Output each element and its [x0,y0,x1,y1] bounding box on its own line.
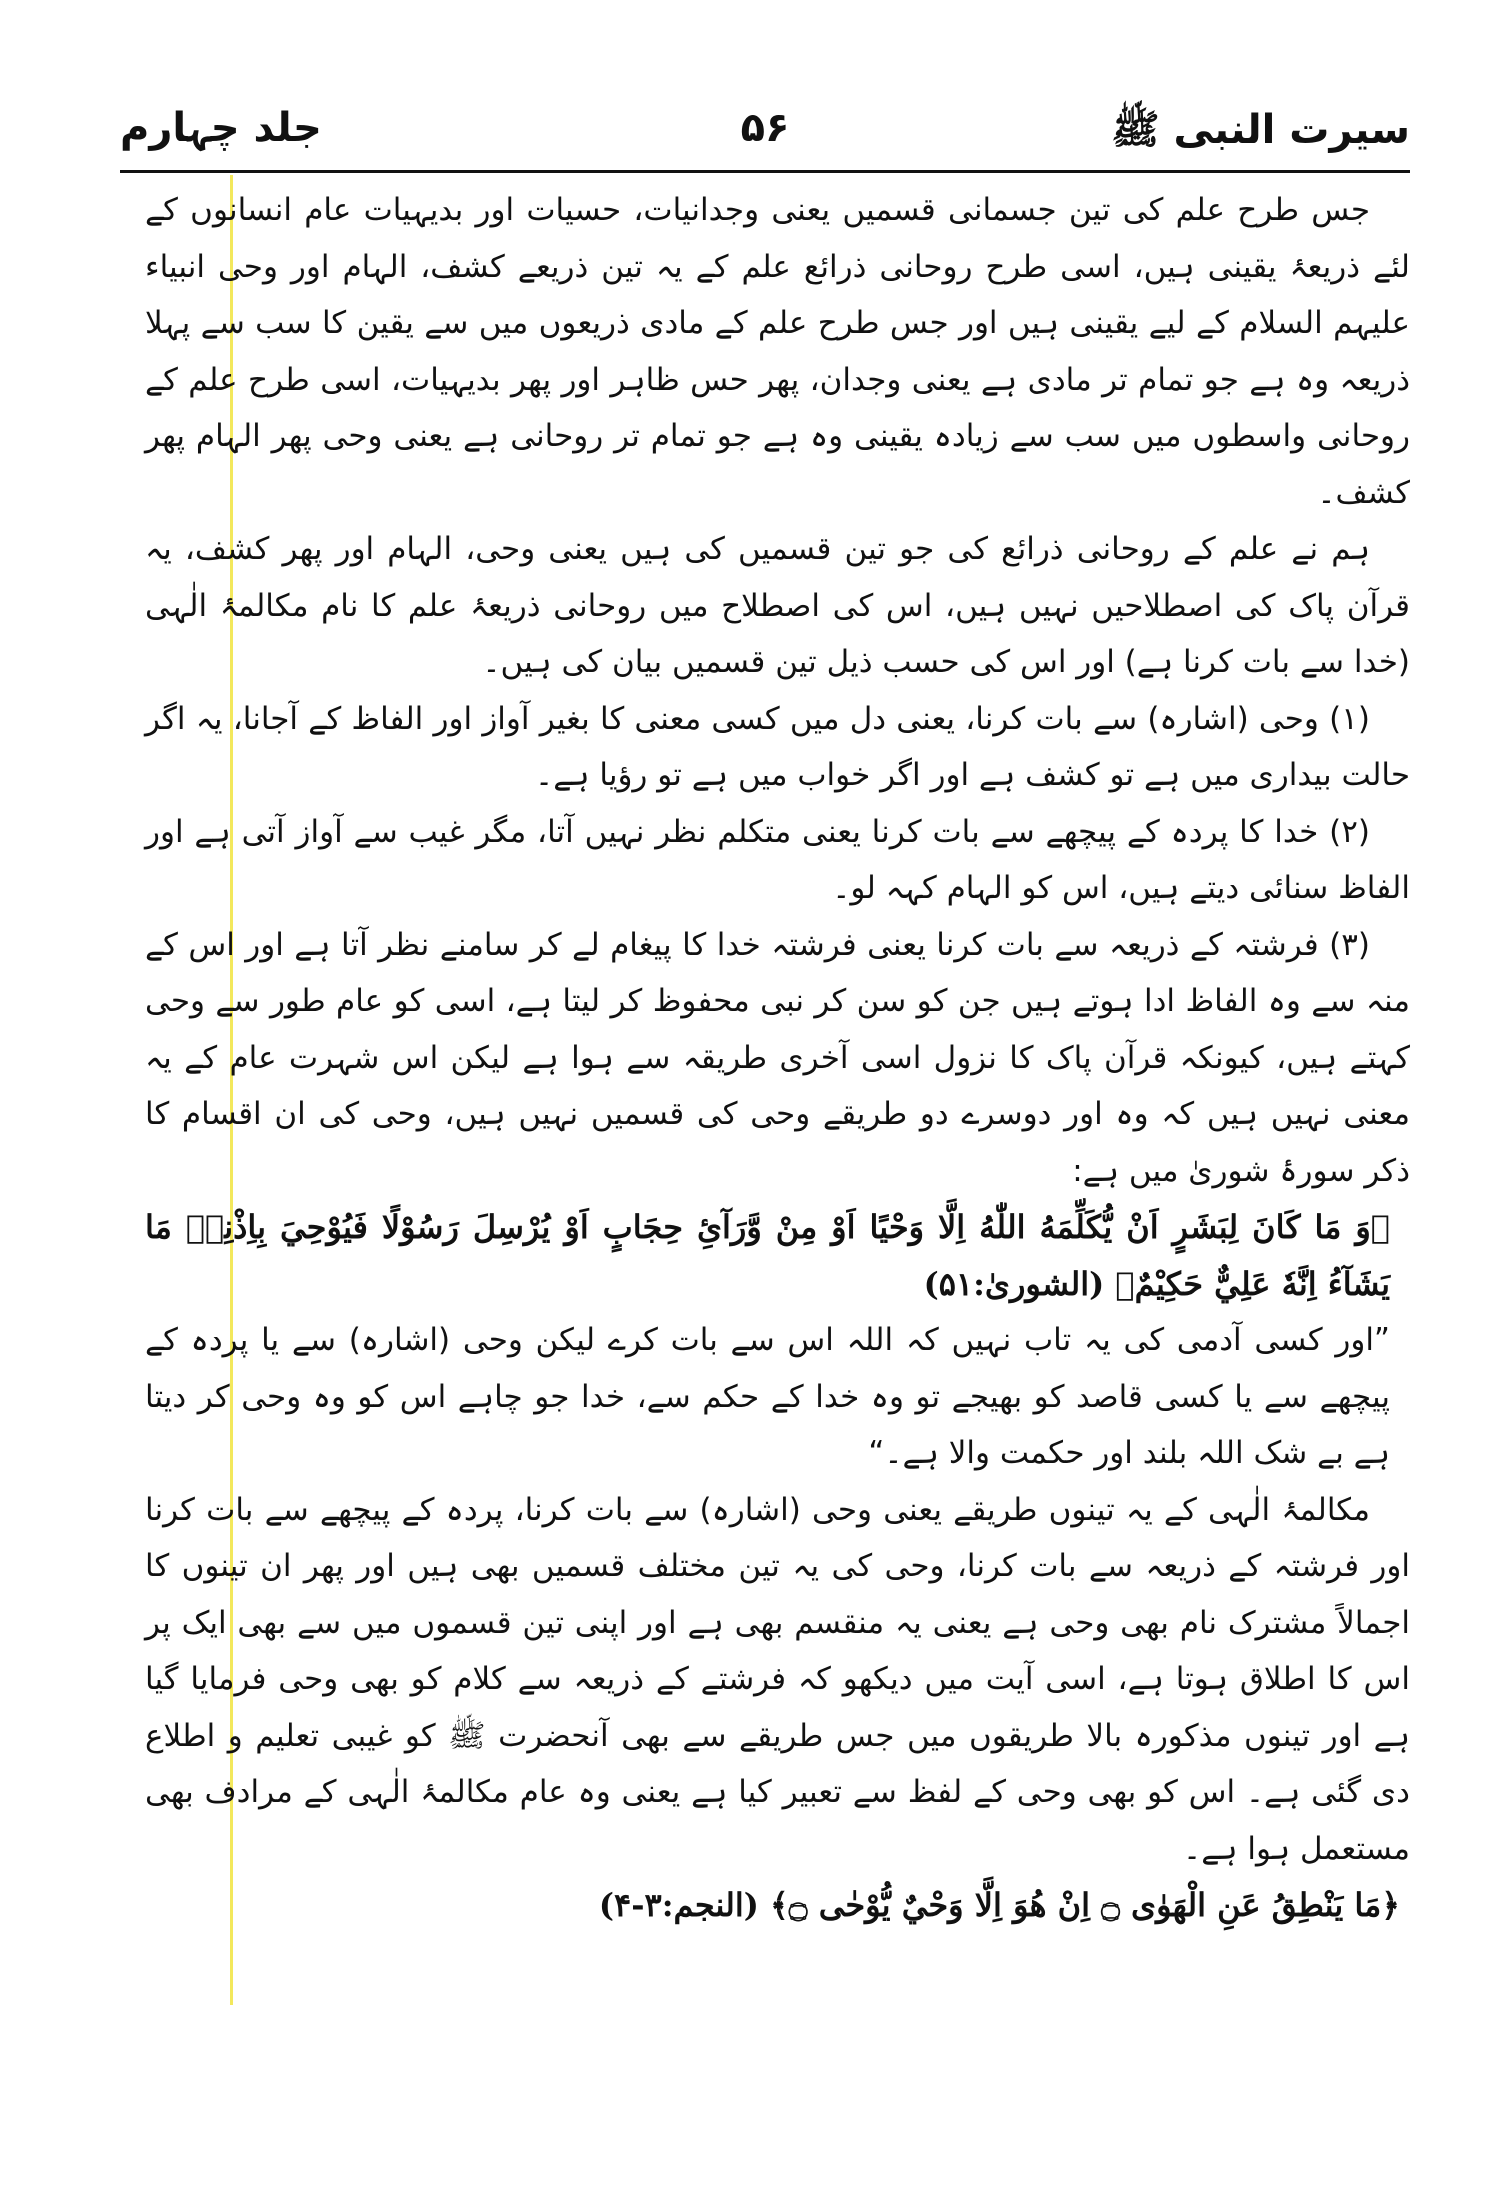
quran-verse [145,1877,1410,1934]
page-number: ۵۶ [740,105,790,151]
paragraph: مکالمۂ الٰہی کے یہ تینوں طریقے یعنی وحی (اشارہ) سے بات کرنا، پردہ کے پیچھے سے بات کرنا اور فرشتہ کے ذریعہ سے بات کرنا، وحی کی یہ تین مختلف قسمیں بھی ہیں اور پھر ان تینوں کا اجمالاً مشترک نام بھی وحی ہے یعنی یہ منقسم بھی ہے اور اپنی تین قسموں میں سے بھی ایک پر اس کا اطلاق ہوتا ہے، اسی آیت میں دیکھو کہ فرشتے کے ذریعہ سے کلام کو بھی وحی فرمایا گیا ہے اور تینوں مذکورہ بالا طریقوں میں جس طریقے سے بھی آنحضرت ﷺ کو غیبی تعلیم و اطلاع دی گئی ہے۔ اس کو بھی وحی کے لفظ سے تعبیر کیا ہے یعنی وہ عام مکالمۂ الٰہی کے مرادف بھی مستعمل ہوا ہے۔ [145,1491,1410,1867]
paragraph: جس طرح علم کی تین جسمانی قسمیں یعنی وجدانیات، حسیات اور بدیہیات عام انسانوں کے لئے ذریعۂ یقینی ہیں، اسی طرح روحانی ذرائع علم کے یہ تین ذریعے کشف، الہام اور وحی انبیاء علیہم السلام کے لیے یقینی ہیں اور جس طرح علم کے مادی ذریعوں میں سے یقین کا سب سے پہلا ذریعہ وہ ہے جو تمام تر مادی ہے یعنی وجدان، پھر حس ظاہر اور پھر بدیہیات، اسی طرح علم کے روحانی واسطوں میں سب سے زیادہ یقینی وہ ہے جو تمام تر روحانی ہے یعنی وحی پھر الہام پھر کشف۔ [145,192,1410,511]
header-rule [120,170,1410,173]
volume-label: جلد چہارم [120,105,322,151]
paragraph: (۳) فرشتہ کے ذریعہ سے بات کرنا یعنی فرشتہ خدا کا پیغام لے کر سامنے نظر آتا ہے اور اس کے منہ سے وہ الفاظ ادا ہوتے ہیں جن کو سن کر نبی محفوظ کر لیتا ہے، اسی کو عام طور سے وحی کہتے ہیں، کیونکہ قرآن پاک کا نزول اسی آخری طریقہ سے ہوا ہے لیکن اس شہرت عام کے یہ معنی نہیں ہیں کہ وہ اور دوسرے دو طریقے وحی کی قسمیں نہیں ہیں، وحی کی ان اقسام کا ذکر سورۂ شوریٰ میں ہے: [145,926,1410,1189]
paragraph: (۱) وحی (اشارہ) سے بات کرنا، یعنی دل میں کسی معنی کا بغیر آواز اور الفاظ کے آجانا، یہ اگر حالت بیداری میں ہے تو کشف ہے اور اگر خواب میں ہے تو رؤیا ہے۔ [145,700,1410,793]
quran-verse-text: ﴿وَ مَا كَانَ لِبَشَرٍ اَنْ يُّكَلِّمَهُ اللّٰهُ اِلَّا وَحْيًا اَوْ مِنْ وَّرَآئِ حِجَابٍ اَوْ يُرْسِلَ رَسُوْلًا فَيُوْحِيَ بِاِذْنِهٖ مَا يَشَآءُ اِنَّهٗ عَلِيٌّ حَكِيْمٌ﴾ [145,1208,1390,1303]
paragraph: ہم نے علم کے روحانی ذرائع کی جو تین قسمیں کی ہیں یعنی وحی، الہام اور پھر کشف، یہ قرآن پاک کی اصطلاحیں نہیں ہیں، اس کی اصطلاح میں روحانی ذریعۂ علم کا نام مکالمۂ الٰہی (خدا سے بات کرنا ہے) اور اس کی حسب ذیل تین قسمیں بیان کی ہیں۔ [145,531,1410,680]
page-header [120,105,1410,165]
quran-verse [145,1199,1410,1312]
page-body [145,182,1410,1934]
verse-translation: ”اور کسی آدمی کی یہ تاب نہیں کہ اللہ اس سے بات کرے لیکن وحی (اشارہ) سے یا پردہ کے پیچھے سے یا کسی قاصد کو بھیجے تو وہ خدا کے حکم سے، خدا جو چاہے اس کو وہ وحی کر دیتا ہے بے شک اللہ بلند اور حکمت والا ہے۔“ [145,1322,1390,1471]
paragraph: (۲) خدا کا پردہ کے پیچھے سے بات کرنا یعنی متکلم نظر نہیں آتا، مگر غیب سے آواز آتی ہے اور الفاظ سنائی دیتے ہیں، اس کو الہام کہہ لو۔ [145,813,1410,906]
book-title: سیرت النبی ﷺ [1111,107,1410,153]
quran-verse-text: ﴿مَا يَنْطِقُ عَنِ الْهَوٰى ۝ اِنْ هُوَ اِلَّا وَحْيٌ يُّوْحٰى ۝﴾ [770,1886,1400,1924]
verse-reference: (الشوریٰ:۵۱) [923,1264,1105,1303]
verse-reference: (النجم:۳-۴) [598,1886,759,1924]
